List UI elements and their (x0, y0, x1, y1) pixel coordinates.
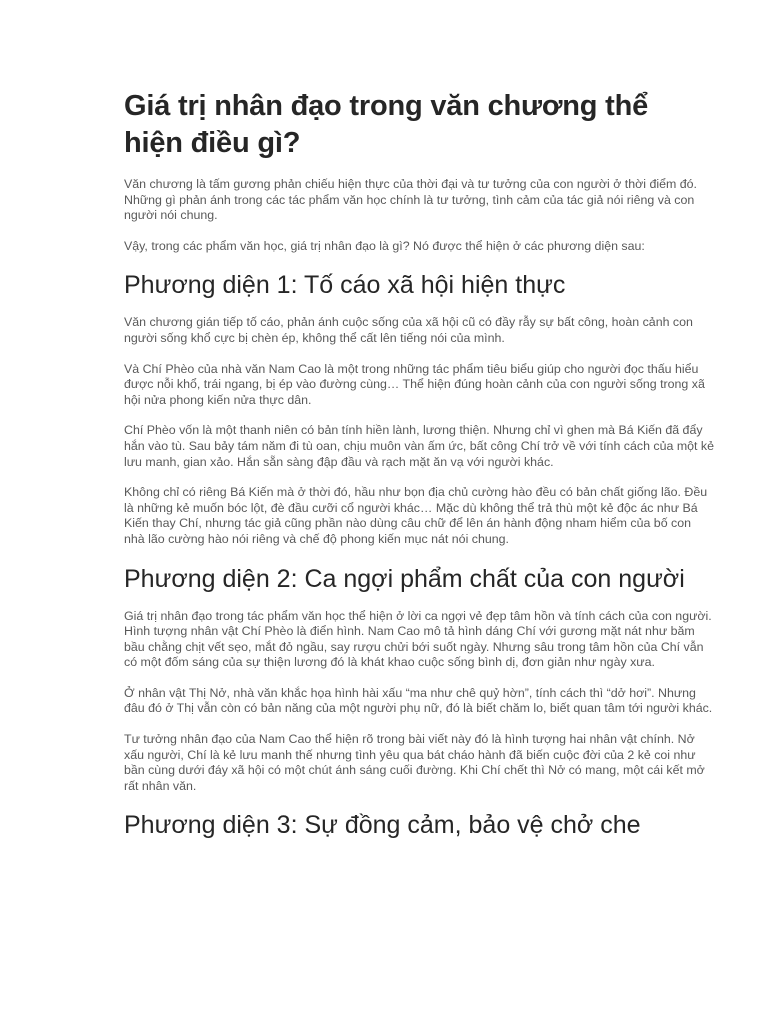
page-title: Giá trị nhân đạo trong văn chương thể hiện điều gì? (124, 90, 649, 159)
intro-paragraph: Vậy, trong các phẩm văn học, giá trị nhân đạo là gì? Nó được thể hiện ở các phương diện sau: (124, 238, 645, 253)
section-1-paragraph: Không chỉ có riêng Bá Kiến mà ở thời đó, hầu như bọn địa chủ cường hào đều có bản chất giống lão. Đều là những kẻ muốn bóc lột, đè đầu cưỡi cổ người khác… Mặc dù không thể trả thù một kẻ độc ác như Bá Kiến thay Chí, nhưng tác giả cũng phần nào dùng câu chữ để lên án hành động nham hiểm của bố con nhà lão cường hào nói riêng và chế độ phong kiến mục nát nói chung. (124, 485, 708, 546)
intro-paragraph: Văn chương là tấm gương phản chiếu hiện thực của thời đại và tư tưởng của con người ở thời điểm đó. Những gì phản ánh trong các tác phẩm văn học chính là tư tưởng, tình cảm của tác giả nói riêng và con người nói chung. (124, 177, 697, 223)
document-page (124, 88, 714, 855)
section-1-paragraph: Văn chương gián tiếp tố cáo, phản ánh cuộc sống của xã hội cũ có đầy rẫy sự bất công, hoàn cảnh con người sống khổ cực bị chèn ép, không thể cất lên tiếng nói của mình. (124, 315, 693, 345)
section-1-paragraph: Chí Phèo vốn là một thanh niên có bản tính hiền lành, lương thiện. Nhưng chỉ vì ghen mà Bá Kiến đã đẩy hắn vào tù. Sau bảy tám năm đi tù oan, chịu muôn vàn ấm ức, bất công Chí trở về với tính cách của một kẻ lưu manh, gian xảo. Hắn sẵn sàng đập đầu và rạch mặt ăn vạ với người khác. (124, 423, 715, 469)
section-2-paragraph: Tư tưởng nhân đạo của Nam Cao thể hiện rõ trong bài viết này đó là hình tượng hai nhân vật chính. Nở xấu người, Chí là kẻ lưu manh thế nhưng tình yêu qua bát cháo hành đã biến cuộc đời của 2 kẻ coi như bần cùng dưới đáy xã hội có một chút ánh sáng cuối đường. Khi Chí chết thì Nở có mang, một cái kết mở rất nhân văn. (124, 732, 705, 793)
section-2-paragraph: Ở nhân vật Thị Nở, nhà văn khắc họa hình hài xấu “ma như chê quỷ hờn”, tính cách thì “dở hơi”. Nhưng đâu đó ở Thị vẫn còn có bản năng của một người phụ nữ, đó là biết chăm lo, biết quan tâm tới người khác. (124, 685, 713, 716)
section-heading-2: Phương diện 2: Ca ngợi phẩm chất của con người (124, 564, 685, 593)
section-1-paragraph: Và Chí Phèo của nhà văn Nam Cao là một trong những tác phẩm tiêu biểu giúp cho người đọc thấu hiểu được nỗi khổ, trái ngang, bị ép vào đường cùng… Thể hiện đúng hoàn cảnh của con người sống trong xã hội nửa phong kiến nửa thực dân. (124, 361, 705, 407)
section-heading-3: Phương diện 3: Sự đồng cảm, bảo vệ chở che (124, 811, 641, 840)
section-heading-1: Phương diện 1: Tố cáo xã hội hiện thực (124, 271, 566, 300)
section-2-paragraph: Giá trị nhân đạo trong tác phẩm văn học thể hiện ở lời ca ngợi vẻ đẹp tâm hồn và tính cách của con người. Hình tượng nhân vật Chí Phèo là điển hình. Nam Cao mô tả hình dáng Chí với gương mặt nát như băm bầu chằng chịt vết sẹo, mắt đỏ ngầu, say rượu chửi bới suốt ngày. Nhưng sâu trong tâm hồn của Chí vẫn có một đốm sáng của sự thiện lương đó là khát khao cuộc sống bình dị, đơn giản như ngày xưa. (124, 608, 712, 670)
